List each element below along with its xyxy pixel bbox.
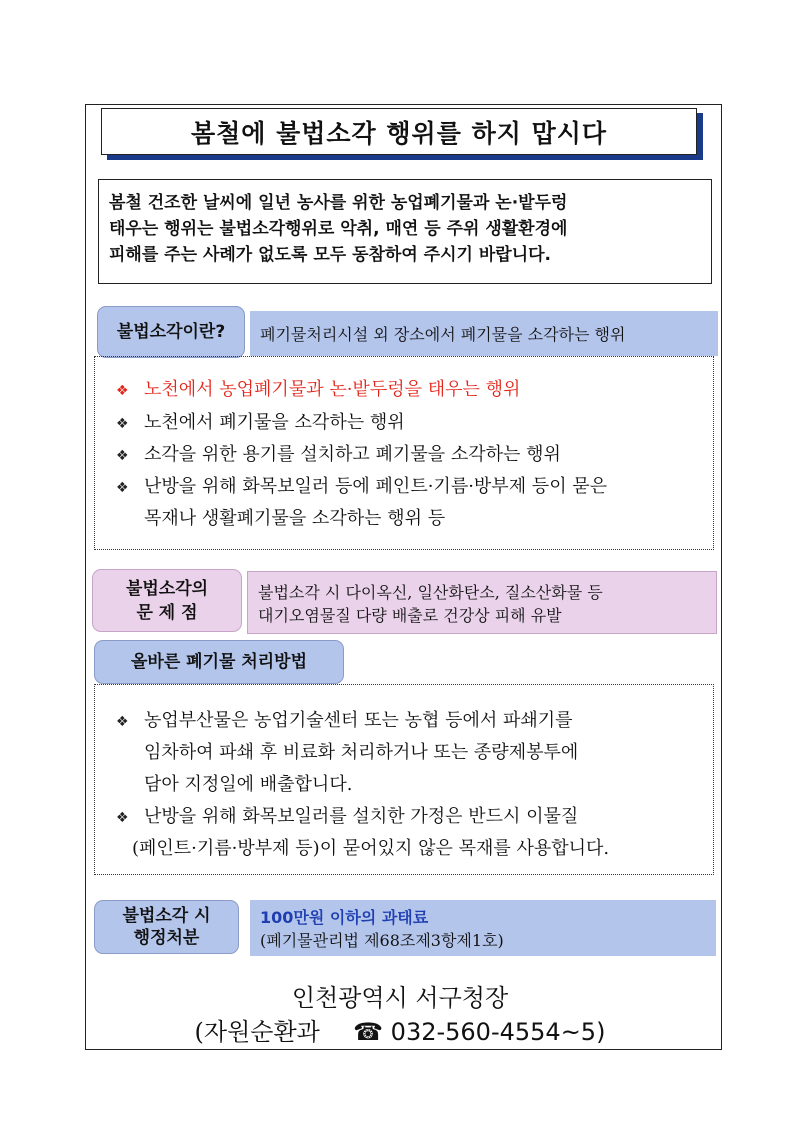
definition-tag-label: 불법소각이란? bbox=[116, 322, 226, 342]
list-item-continuation: 목재나 생활폐기물을 소각하는 행위 등 bbox=[144, 508, 446, 529]
penalty-amount: 100만원 이하의 과태료 bbox=[260, 908, 429, 927]
list-item bbox=[116, 440, 561, 466]
bullet-icon: ❖ bbox=[116, 480, 129, 496]
method-tag bbox=[94, 640, 344, 684]
problem-tag-line: 불법소각의 bbox=[125, 578, 209, 599]
definition-text-box bbox=[250, 311, 718, 356]
list-item bbox=[116, 408, 405, 434]
list-item-continuation: 담아 지정일에 배출합니다. bbox=[144, 774, 353, 795]
title-box bbox=[101, 108, 703, 160]
list-item-text: 난방을 위해 화목보일러를 설치한 가정은 반드시 이물질 bbox=[144, 806, 579, 827]
intro-line: 봄철 건조한 날씨에 일년 농사를 위한 농업폐기물과 논·밭두렁 bbox=[109, 193, 568, 213]
bullet-icon: ❖ bbox=[116, 416, 129, 432]
telephone-icon: ☎ bbox=[353, 1018, 384, 1046]
list-item-text: 노천에서 폐기물을 소각하는 행위 bbox=[144, 412, 405, 433]
problem-tag-line: 문 제 점 bbox=[136, 602, 198, 623]
list-item bbox=[116, 802, 578, 828]
bullet-icon: ❖ bbox=[116, 448, 129, 464]
contact-line bbox=[0, 1012, 800, 1047]
penalty-tag bbox=[94, 900, 239, 954]
definition-text: 폐기물처리시설 외 장소에서 폐기물을 소각하는 행위 bbox=[260, 325, 626, 344]
penalty-tag-line: 불법소각 시 bbox=[122, 906, 211, 926]
intro-line: 피해를 주는 사례가 없도록 모두 동참하여 주시기 바랍니다. bbox=[109, 245, 552, 265]
problem-text-box bbox=[247, 571, 717, 634]
definition-tag bbox=[97, 306, 245, 358]
problem-text-line: 대기오염물질 다량 배출로 건강상 피해 유발 bbox=[258, 605, 562, 625]
penalty-tag-line: 행정처분 bbox=[133, 928, 200, 948]
list-item-continuation: (페인트·기름·방부제 등)이 묻어있지 않은 목재를 사용합니다. bbox=[132, 838, 610, 859]
bullet-icon: ❖ bbox=[116, 714, 129, 730]
list-item-text: 노천에서 농업폐기물과 논·밭두렁을 태우는 행위 bbox=[144, 379, 521, 400]
problem-tag bbox=[92, 569, 242, 632]
method-tag-label: 올바른 폐기물 처리방법 bbox=[130, 652, 308, 672]
penalty-text-box bbox=[250, 900, 716, 956]
department: (자원순환과 bbox=[194, 1018, 320, 1046]
intro-line: 태우는 행위는 불법소각행위로 악취, 매연 등 주위 생활환경에 bbox=[109, 219, 568, 239]
list-item-text: 농업부산물은 농업기술센터 또는 농협 등에서 파쇄기를 bbox=[144, 710, 573, 731]
list-item bbox=[116, 375, 520, 401]
list-item-text: 난방을 위해 화목보일러 등에 페인트·기름·방부제 등이 묻은 bbox=[144, 476, 608, 497]
penalty-law: (폐기물관리법 제68조제3항제1호) bbox=[260, 931, 504, 950]
phone-number: 032-560-4554~5) bbox=[390, 1018, 606, 1046]
intro-box bbox=[98, 179, 712, 284]
list-item bbox=[116, 706, 573, 732]
bullet-icon: ❖ bbox=[116, 383, 129, 399]
list-item-continuation: 임차하여 파쇄 후 비료화 처리하거나 또는 종량제봉투에 bbox=[144, 742, 579, 763]
office-name: 인천광역시 서구청장 bbox=[291, 984, 509, 1012]
list-item bbox=[116, 472, 607, 498]
list-item-text: 소각을 위한 용기를 설치하고 폐기물을 소각하는 행위 bbox=[144, 444, 561, 465]
bullet-icon: ❖ bbox=[116, 810, 129, 826]
problem-text-line: 불법소각 시 다이옥신, 일산화탄소, 질소산화물 등 bbox=[258, 582, 603, 602]
page-title: 봄철에 불법소각 행위를 하지 맙시다 bbox=[101, 108, 697, 155]
